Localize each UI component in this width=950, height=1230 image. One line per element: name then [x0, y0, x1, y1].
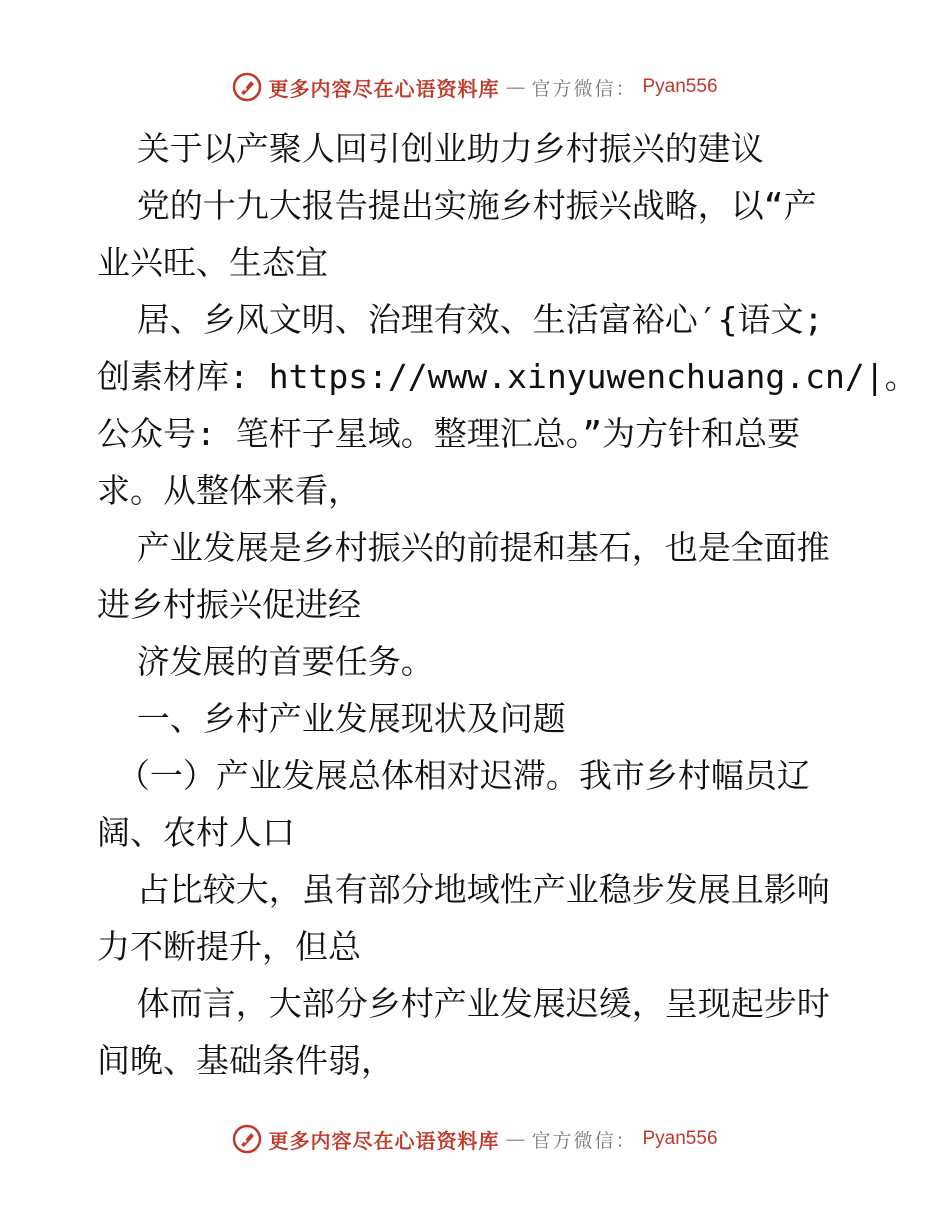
footer-banner-text: 更多内容尽在心语资料库: [268, 1128, 500, 1153]
footer-wechat-id: Pyan556: [642, 1128, 718, 1149]
footer-separator: —: [505, 1127, 526, 1151]
pen-nib-logo-icon: [232, 72, 262, 102]
document-line: 公众号: 笔杆子星域。整理汇总。”为方针和总要: [97, 414, 801, 453]
document-line: 一、乡村产业发展现状及问题: [97, 699, 566, 738]
page-header-banner: [0, 72, 950, 102]
document-line: 产业发展是乡村振兴的前提和基石，也是全面推: [97, 528, 830, 567]
document-line: 求。从整体来看，: [97, 471, 361, 510]
header-banner-text: 更多内容尽在心语资料库: [268, 76, 500, 101]
document-line: 间晚、基础条件弱，: [97, 1041, 394, 1080]
document-line: 业兴旺、生态宜: [97, 243, 328, 282]
document-body: [97, 120, 918, 1089]
pen-nib-logo-icon: [232, 1124, 262, 1154]
document-line: 占比较大，虽有部分地域性产业稳步发展且影响: [97, 870, 830, 909]
document-line: 济发展的首要任务。: [97, 642, 434, 681]
document-line: 党的十九大报告提出实施乡村振兴战略，以“产: [97, 186, 817, 225]
document-line: 进乡村振兴促进经: [97, 585, 361, 624]
document-line: 关于以产聚人回引创业助力乡村振兴的建议: [97, 129, 764, 168]
document-line: （一）产业发展总体相对迟滞。我市乡村幅员辽: [97, 756, 810, 795]
document-line: 体而言，大部分乡村产业发展迟缓，呈现起步时: [97, 984, 830, 1023]
document-line: 阔、农村人口: [97, 813, 295, 852]
page-footer-banner: [0, 1124, 950, 1154]
document-line: 居、乡风文明、治理有效、生活富裕心′{语文;: [97, 300, 824, 339]
document-line: 力不断提升，但总: [97, 927, 361, 966]
document-line: 创素材库: https://www.xinyuwenchuang.cn/|。: [97, 357, 918, 396]
header-separator: —: [505, 75, 526, 99]
footer-official-label: 官方微信：: [531, 1129, 637, 1152]
header-wechat-id: Pyan556: [642, 76, 718, 97]
header-official-label: 官方微信：: [531, 77, 637, 100]
